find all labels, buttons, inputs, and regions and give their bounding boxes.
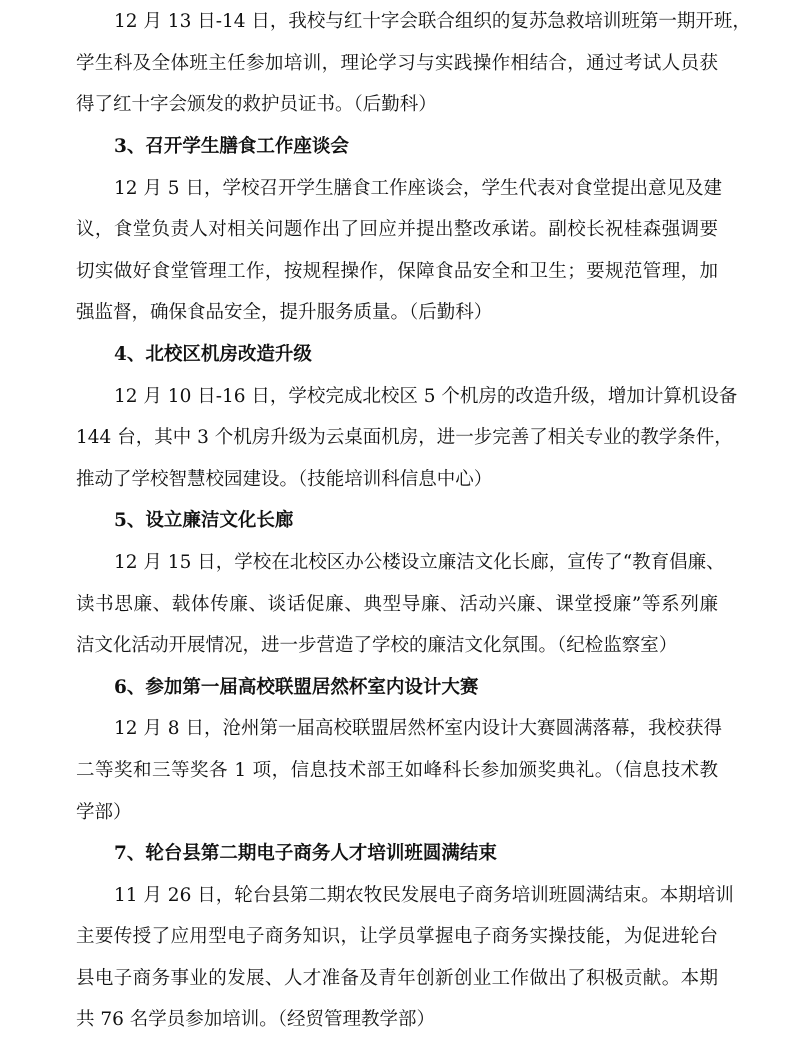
paragraph-line: 洁文化活动开展情况，进一步营造了学校的廉洁文化氛围。（纪检监察室）: [76, 635, 678, 656]
section-heading: 7、轮台县第二期电子商务人才培训班圆满结束: [114, 843, 497, 864]
paragraph-line: 12 月 8 日，沧州第一届高校联盟居然杯室内设计大赛圆满落幕，我校获得: [114, 718, 722, 739]
paragraph-line: 主要传授了应用型电子商务知识，让学员掌握电子商务实操技能，为促进轮台: [76, 926, 718, 947]
paragraph-line: 强监督，确保食品安全，提升服务质量。（后勤科）: [76, 302, 493, 323]
paragraph-line: 议，食堂负责人对相关问题作出了回应并提出整改承诺。副校长祝桂森强调要: [76, 219, 718, 240]
paragraph-line: 学生科及全体班主任参加培训，理论学习与实践操作相结合，通过考试人员获: [76, 53, 718, 74]
paragraph-line: 读书思廉、载体传廉、谈话促廉、典型导廉、活动兴廉、课堂授廉”等系列廉: [76, 594, 718, 615]
paragraph-line: 切实做好食堂管理工作，按规程操作，保障食品安全和卫生；要规范管理，加: [76, 261, 718, 282]
paragraph-line: 学部）: [76, 802, 132, 823]
paragraph-line: 11 月 26 日，轮台县第二期农牧民发展电子商务培训班圆满结束。本期培训: [114, 885, 734, 906]
paragraph-line: 推动了学校智慧校园建设。（技能培训科信息中心）: [76, 469, 493, 490]
paragraph-line: 12 月 13 日-14 日，我校与红十字会联合组织的复苏急救培训班第一期开班，: [114, 11, 751, 32]
section-heading: 6、参加第一届高校联盟居然杯室内设计大赛: [114, 677, 479, 698]
paragraph-line: 12 月 5 日，学校召开学生膳食工作座谈会，学生代表对食堂提出意见及建: [114, 178, 722, 199]
section-heading: 4、北校区机房改造升级: [114, 344, 312, 365]
paragraph-line: 12 月 15 日，学校在北校区办公楼设立廉洁文化长廊，宣传了“教育倡廉、: [114, 552, 725, 573]
paragraph-line: 二等奖和三等奖各 1 项，信息技术部王如峰科长参加颁奖典礼。（信息技术教: [76, 760, 718, 781]
paragraph-line: 县电子商务事业的发展、人才准备及青年创新创业工作做出了积极贡献。本期: [76, 968, 718, 989]
paragraph-line: 共 76 名学员参加培训。（经贸管理教学部）: [76, 1009, 436, 1030]
paragraph-line: 得了红十字会颁发的救护员证书。（后勤科）: [76, 94, 437, 115]
paragraph-line: 144 台，其中 3 个机房升级为云桌面机房，进一步完善了相关专业的教学条件，: [76, 427, 733, 448]
paragraph-line: 12 月 10 日-16 日，学校完成北校区 5 个机房的改造升级，增加计算机设备: [114, 386, 738, 407]
section-heading: 3、召开学生膳食工作座谈会: [114, 136, 349, 157]
section-heading: 5、设立廉洁文化长廊: [114, 510, 294, 531]
